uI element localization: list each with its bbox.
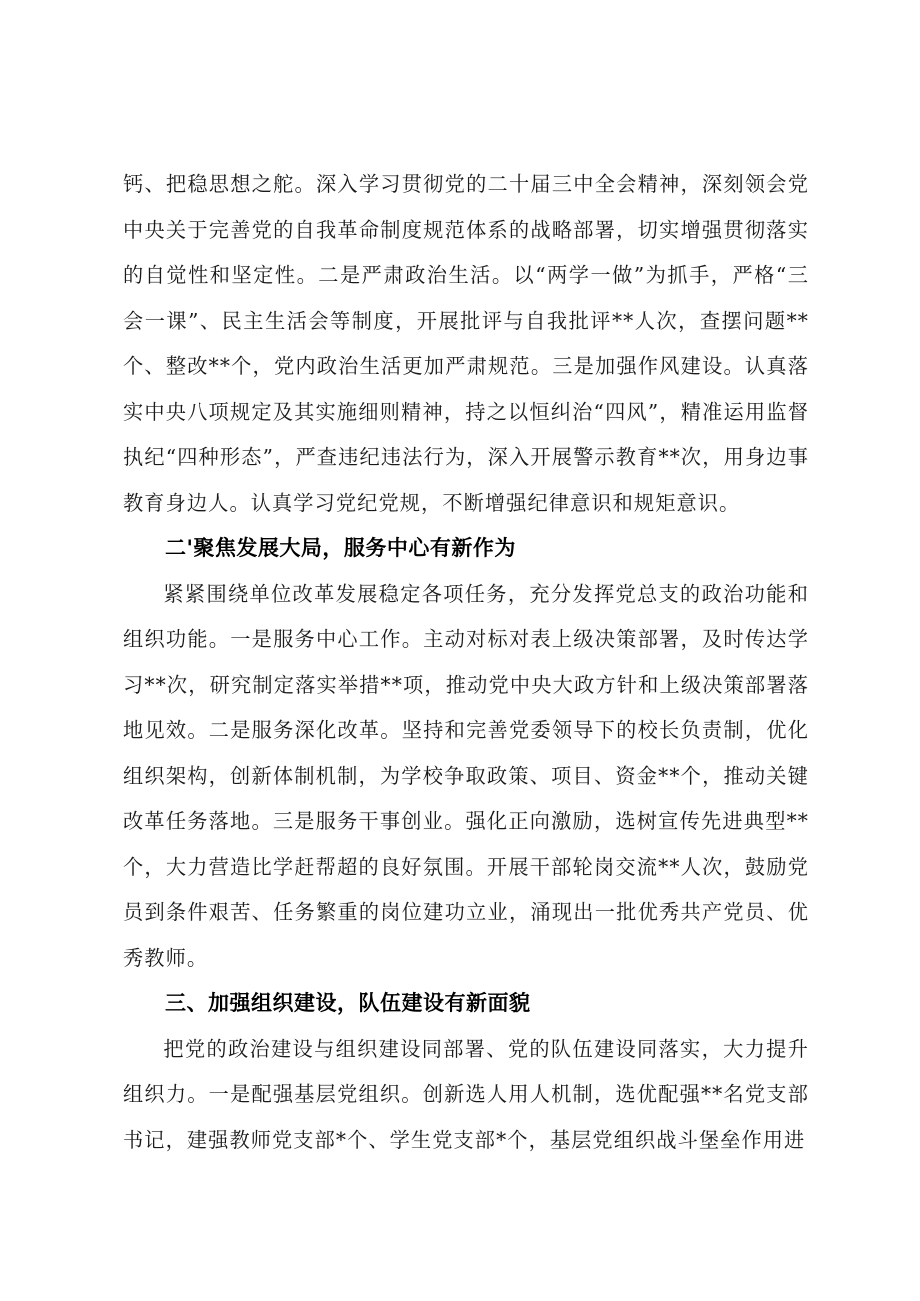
body-paragraph-3: 把党的政治建设与组织建设同部署、党的队伍建设同落实，大力提升组织力。一是配强基层党组织。创新选人用人机制，选优配强**名党支部书记，建强教师党支部*个、学生党支部*个，基层党组织战斗堡垒作用进 [123, 1036, 809, 1152]
document-body [123, 162, 809, 1163]
body-paragraph-1: 钙、把稳思想之舵。深入学习贯彻党的二十届三中全会精神，深刻领会党中央关于完善党的自我革命制度规范体系的战略部署，切实增强贯彻落实的自觉性和坚定性。二是严肃政治生活。以“两学一做”为抓手，严格“三会一课”、民主生活会等制度，开展批评与自我批评**人次，查摆问题**个、整改**个，党内政治生活更加严肃规范。三是加强作风建设。认真落实中央八项规定及其实施细则精神，持之以恒纠治“四风”，精准运用监督执纪“四种形态”，严查违纪违法行为，深入开展警示教育**次，用身边事教育身边人。认真学习党纪党规，不断增强纪律意识和规矩意识。 [123, 172, 809, 515]
section-heading-3: 三、加强组织建设，队伍建设有新面貌 [165, 991, 531, 1015]
section-heading-2: 二'聚焦发展大局，服务中心有新作为 [165, 536, 516, 560]
body-paragraph-2: 紧紧围绕单位改革发展稳定各项任务，充分发挥党总支的政治功能和组织功能。一是服务中心工作。主动对标对表上级决策部署，及时传达学习**次，研究制定落实举措**项，推动党中央大政方针和上级决策部署落地见效。二是服务深化改革。坚持和完善党委领导下的校长负责制，优化组织架构，创新体制机制，为学校争取政策、项目、资金**个，推动关键改革任务落地。三是服务干事创业。强化正向激励，选树宣传先进典型**个，大力营造比学赶帮超的良好氛围。开展干部轮岗交流**人次，鼓励党员到条件艰苦、任务繁重的岗位建功立业，涌现出一批优秀共产党员、优秀教师。 [123, 581, 809, 970]
